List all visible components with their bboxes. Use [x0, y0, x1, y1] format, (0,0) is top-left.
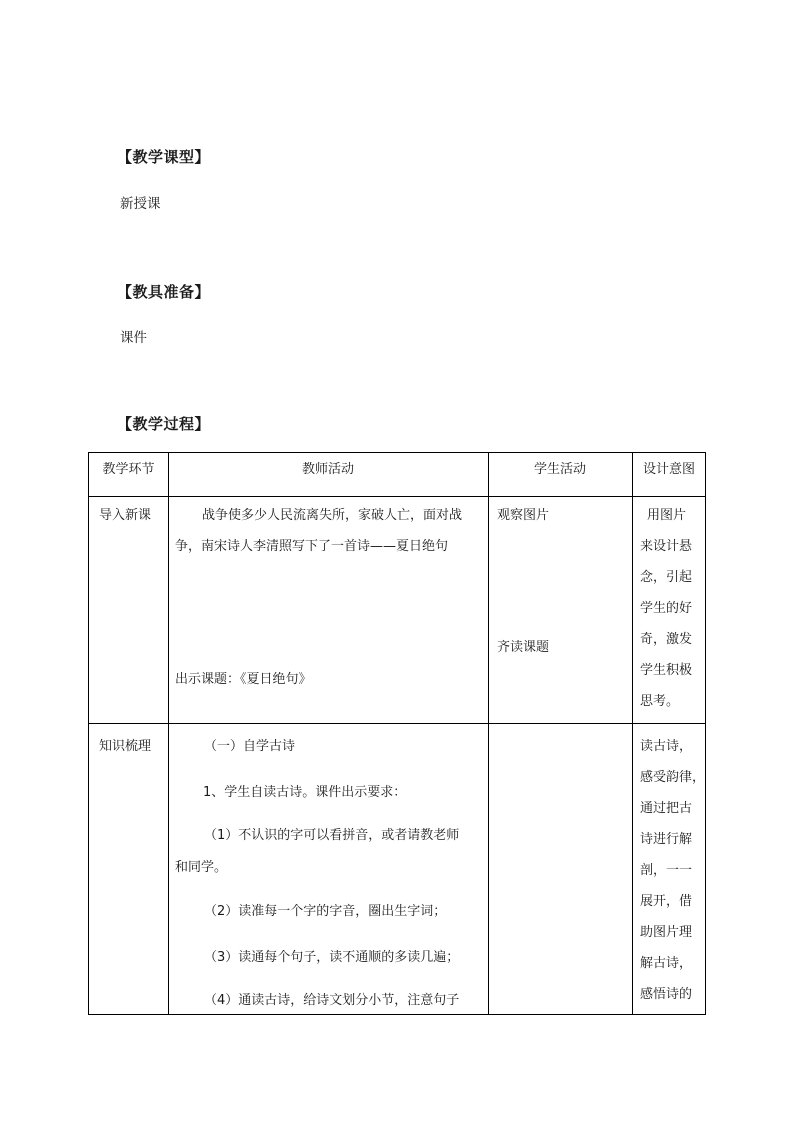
- row1-intent-line: 用图片: [647, 508, 687, 523]
- row2-teacher-line: 和同学。: [175, 860, 228, 875]
- row2-teacher-line: （3）读通每个句子，读不通顺的多读几遍；: [204, 950, 460, 965]
- row2-intent-line: 展开，借: [640, 894, 693, 909]
- row1-stage: 导入新课: [99, 508, 152, 523]
- row1-intent-line: 奇，激发: [640, 632, 693, 647]
- row2-intent-line: 剖，一一: [640, 863, 693, 878]
- table-column-divider: [168, 453, 169, 1014]
- row1-intent-line: 思考。: [640, 694, 680, 709]
- row2-intent-line: 读古诗，: [640, 739, 693, 754]
- row1-intent-line: 学生的好: [640, 601, 693, 616]
- table-row-divider: [89, 723, 705, 724]
- row2-teacher-line: （4）通读古诗，给诗文划分小节，注意句子: [204, 993, 460, 1008]
- row2-intent-line: 诗进行解: [640, 832, 693, 847]
- row2-intent-line: 感悟诗的: [640, 987, 693, 1002]
- row1-intent-line: 学生积极: [640, 663, 693, 678]
- row1-intent-line: 来设计悬: [640, 539, 693, 554]
- row1-teacher-line: 战争使多少人民流离失所，家破人亡，面对战: [202, 508, 463, 523]
- teaching-aids-value: 课件: [120, 330, 147, 346]
- table-column-divider: [488, 453, 489, 1014]
- table-column-divider: [632, 453, 633, 1014]
- lesson-type-value: 新授课: [120, 196, 161, 212]
- teaching-process-table: [88, 452, 706, 1015]
- row2-intent-line: 通过把古: [640, 801, 693, 816]
- row2-teacher-line: 1、学生自读古诗。课件出示要求：: [203, 785, 407, 800]
- table-header-student: 学生活动: [533, 462, 586, 477]
- table-header-stage: 教学环节: [102, 462, 155, 477]
- section-heading-lesson-type: 【教学课型】: [117, 148, 211, 166]
- row2-intent-line: 感受韵律，: [640, 770, 706, 785]
- row2-stage: 知识梳理: [99, 739, 152, 754]
- section-heading-teaching-aids: 【教具准备】: [117, 283, 211, 301]
- row2-intent-line: 解古诗，: [640, 956, 693, 971]
- table-header-intent: 设计意图: [642, 462, 695, 477]
- section-heading-teaching-process: 【教学过程】: [117, 415, 211, 433]
- row1-intent-line: 念，引起: [640, 570, 693, 585]
- row2-intent-line: 助图片理: [640, 925, 693, 940]
- row1-student-line: 齐读课题: [497, 640, 550, 655]
- row2-teacher-line: （1）不认识的字可以看拼音，或者请教老师: [204, 828, 460, 843]
- table-header-teacher: 教师活动: [301, 462, 354, 477]
- row1-student-line: 观察图片: [497, 508, 550, 523]
- row2-teacher-line: （2）读准每一个字的字音，圈出生字词；: [204, 904, 447, 919]
- row2-teacher-line: （一）自学古诗: [204, 739, 296, 754]
- row1-teacher-line: 出示课题：《夏日绝句》: [175, 672, 312, 687]
- row1-teacher-line: 争，南宋诗人李清照写下了一首诗——夏日绝句: [175, 539, 449, 554]
- table-row-divider: [89, 496, 705, 497]
